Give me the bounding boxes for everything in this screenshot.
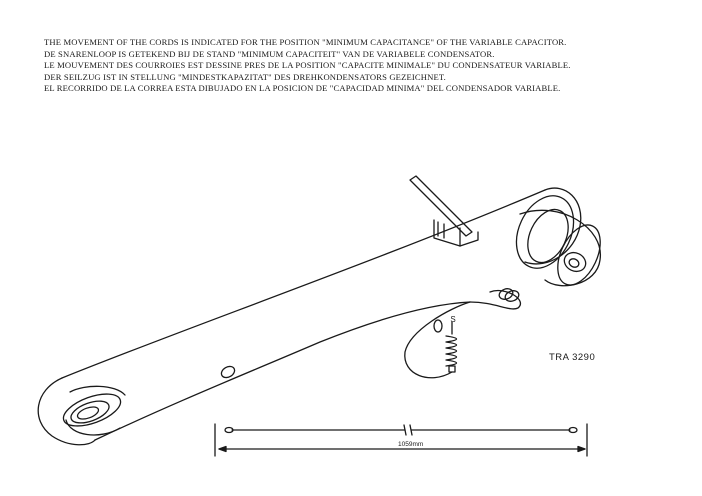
dimension-label: 1059mm (398, 441, 424, 448)
note-french: LE MOUVEMENT DES COURROIES EST DESSINE PRES DE LA POSITION "CAPACITE MINIMALE" DU CONDENSATEUR VARIABLE. (44, 60, 571, 71)
note-spanish: EL RECORRIDO DE LA CORREA ESTA DIBUJADO EN LA POSICION DE "CAPACIDAD MINIMA" DEL CONDENSADOR VARIABLE. (44, 83, 561, 94)
tuning-spindle-pulley (38, 378, 125, 445)
idler-pulley (219, 364, 236, 380)
reference-code: TRA 3290 (549, 352, 596, 363)
note-german: DER SEILZUG IST IN STELLUNG "MINDESTKAPAZITAT" DES DREHKONDENSATORS GEZEICHNET. (44, 71, 446, 82)
cord-upper-run (62, 190, 545, 378)
dimension-indicator (215, 424, 587, 456)
note-dutch: DE SNARENLOOP IS GETEKEND BIJ DE STAND "MINIMUM CAPACITEIT" VAN DE VARIABELE CONDENSATOR. (44, 48, 495, 59)
tension-spring-assembly (405, 302, 470, 378)
cord-lower-run (95, 302, 470, 440)
spring-label: S (450, 315, 456, 324)
capacitor-drum (505, 187, 608, 292)
dial-pointer (410, 176, 478, 246)
guide-roller (498, 287, 521, 303)
note-english: THE MOVEMENT OF THE CORDS IS INDICATED FOR THE POSITION "MINIMUM CAPACITANCE" OF THE VARIABLE CAPACITOR. (44, 37, 567, 47)
